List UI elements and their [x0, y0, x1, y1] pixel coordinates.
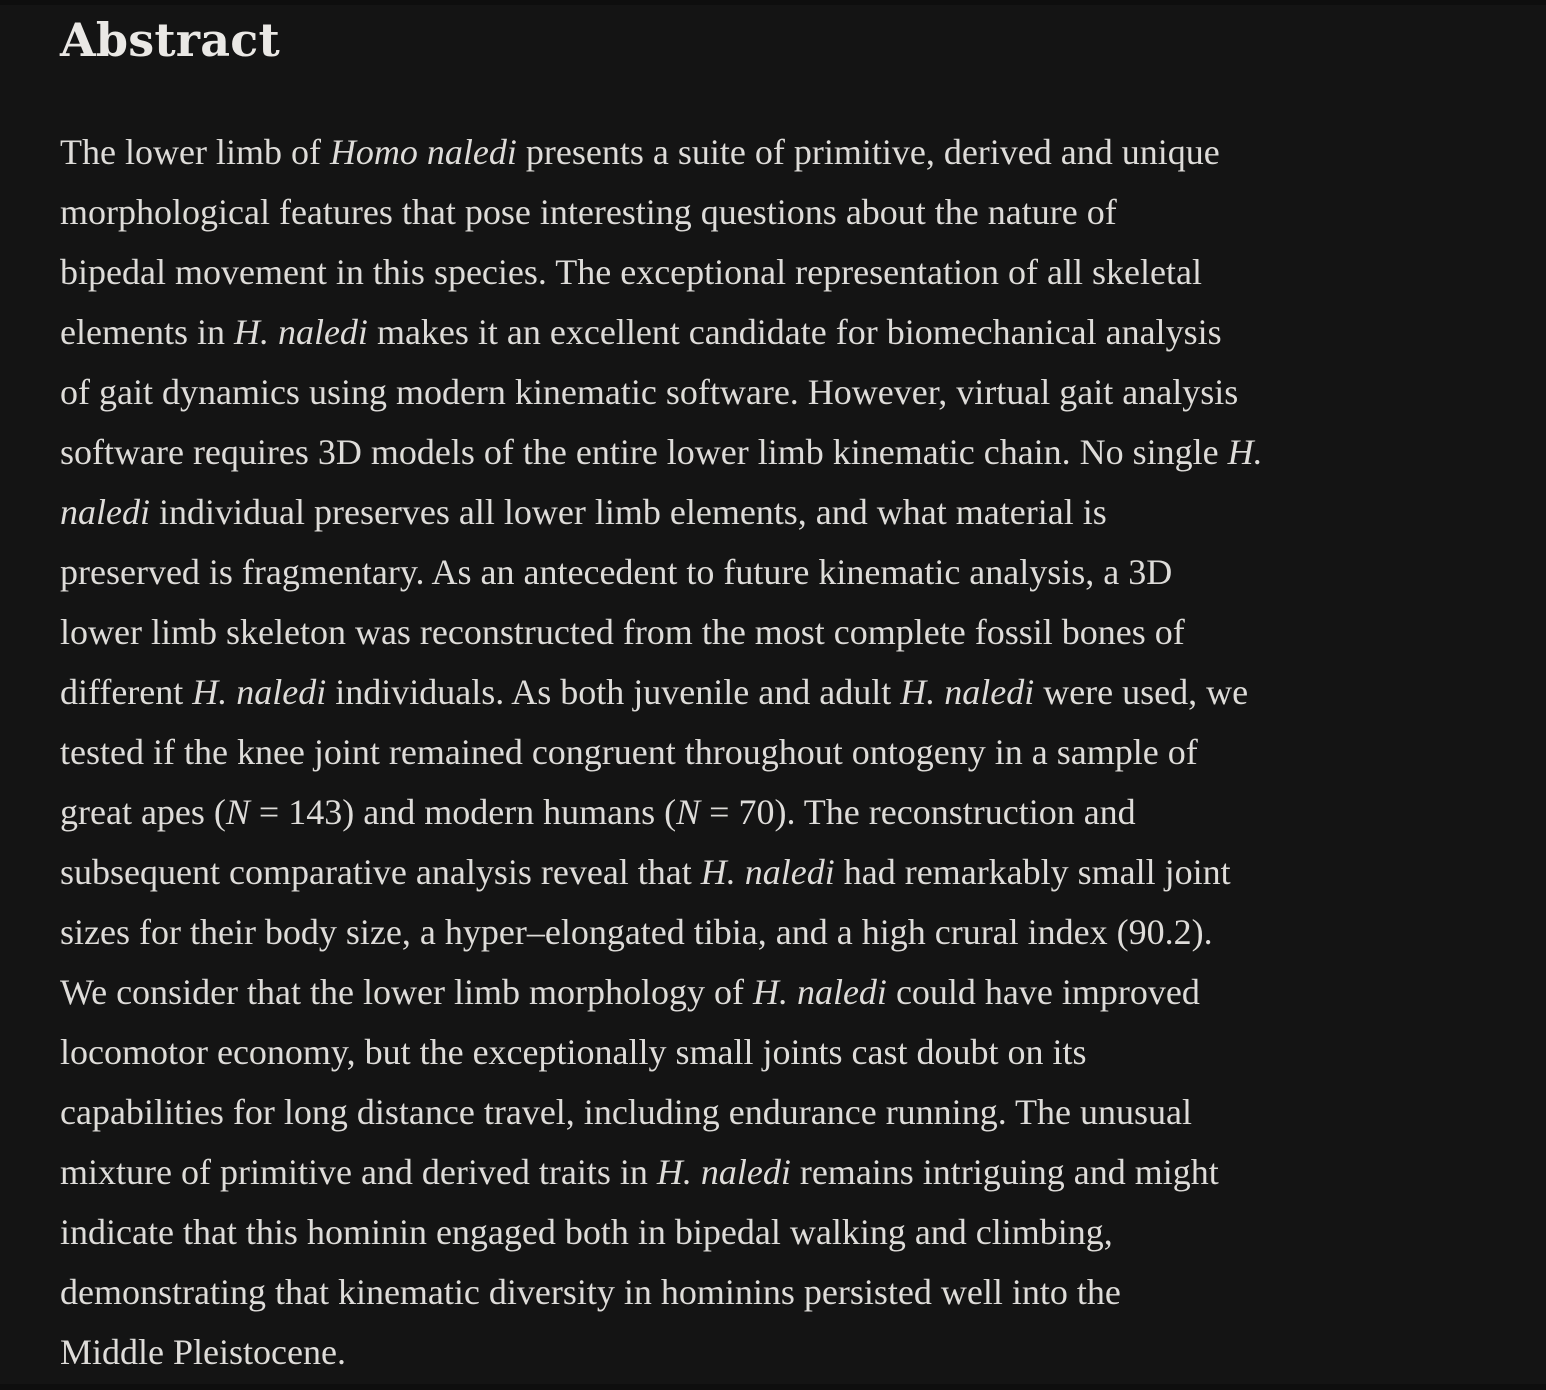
plain-text: Middle Pleistocene.	[60, 1331, 346, 1372]
abstract-line	[60, 842, 1486, 902]
italic-text: naledi	[60, 491, 150, 532]
abstract-line	[60, 422, 1486, 482]
abstract-line	[60, 1082, 1486, 1142]
italic-text: H. naledi	[192, 671, 327, 712]
italic-text: H.	[1227, 431, 1263, 472]
plain-text: remains intriguing and might	[790, 1151, 1219, 1192]
plain-text: presents a suite of primitive, derived and unique	[516, 131, 1220, 172]
abstract-line	[60, 602, 1486, 662]
abstract-line	[60, 242, 1486, 302]
abstract-line	[60, 662, 1486, 722]
plain-text: The lower limb of	[60, 131, 330, 172]
italic-text: H. naledi	[700, 851, 835, 892]
plain-text: makes it an excellent candidate for biomechanical analysis	[367, 311, 1222, 352]
plain-text: individuals. As both juvenile and adult	[326, 671, 901, 712]
plain-text: of gait dynamics using modern kinematic software. However, virtual gait analysis	[60, 371, 1239, 412]
italic-text: H. naledi	[752, 971, 887, 1012]
abstract-line	[60, 482, 1486, 542]
plain-text: great apes (	[60, 791, 226, 832]
plain-text: tested if the knee joint remained congruent throughout ontogeny in a sample of	[60, 731, 1198, 772]
italic-text: H. naledi	[233, 311, 368, 352]
abstract-line	[60, 1022, 1486, 1082]
plain-text: preserved is fragmentary. As an antecedent to future kinematic analysis, a 3D	[60, 551, 1173, 592]
plain-text: elements in	[60, 311, 234, 352]
plain-text: subsequent comparative analysis reveal that	[60, 851, 701, 892]
plain-text: locomotor economy, but the exceptionally small joints cast doubt on its	[60, 1031, 1087, 1072]
abstract-line	[60, 962, 1486, 1022]
abstract-line	[60, 1142, 1486, 1202]
plain-text: had remarkably small joint	[834, 851, 1231, 892]
abstract-line	[60, 302, 1486, 362]
abstract-line	[60, 1322, 1486, 1382]
plain-text: were used, we	[1034, 671, 1249, 712]
plain-text: software requires 3D models of the entire lower limb kinematic chain. No single	[60, 431, 1228, 472]
plain-text: different	[60, 671, 193, 712]
top-edge-shade	[0, 0, 1546, 5]
abstract-line	[60, 902, 1486, 962]
italic-text: N	[676, 791, 701, 832]
plain-text: indicate that this hominin engaged both in bipedal walking and climbing,	[60, 1211, 1113, 1252]
plain-text: could have improved	[886, 971, 1200, 1012]
abstract-line	[60, 362, 1486, 422]
abstract-line	[60, 722, 1486, 782]
plain-text: sizes for their body size, a hyper–elongated tibia, and a high crural index (90.2).	[60, 911, 1213, 952]
plain-text: bipedal movement in this species. The exceptional representation of all skeletal	[60, 251, 1202, 292]
plain-text: = 70). The reconstruction and	[700, 791, 1136, 832]
abstract-heading: Abstract	[60, 13, 280, 67]
italic-text: H. naledi	[656, 1151, 791, 1192]
plain-text: individual preserves all lower limb elements, and what material is	[149, 491, 1107, 532]
abstract-line	[60, 1202, 1486, 1262]
plain-text: morphological features that pose interesting questions about the nature of	[60, 191, 1117, 232]
bottom-edge-shade	[0, 1384, 1546, 1390]
abstract-line	[60, 1262, 1486, 1322]
abstract-paragraph	[60, 122, 1486, 1382]
plain-text: mixture of primitive and derived traits in	[60, 1151, 657, 1192]
plain-text: capabilities for long distance travel, including endurance running. The unusual	[60, 1091, 1192, 1132]
italic-text: N	[225, 791, 250, 832]
italic-text: H. naledi	[900, 671, 1035, 712]
plain-text: We consider that the lower limb morphology of	[60, 971, 753, 1012]
abstract-line	[60, 182, 1486, 242]
italic-text: Homo naledi	[329, 131, 517, 172]
plain-text: lower limb skeleton was reconstructed from the most complete fossil bones of	[60, 611, 1185, 652]
plain-text: = 143) and modern humans (	[249, 791, 677, 832]
plain-text: demonstrating that kinematic diversity in hominins persisted well into the	[60, 1271, 1121, 1312]
abstract-line	[60, 542, 1486, 602]
abstract-line	[60, 782, 1486, 842]
abstract-line	[60, 122, 1486, 182]
